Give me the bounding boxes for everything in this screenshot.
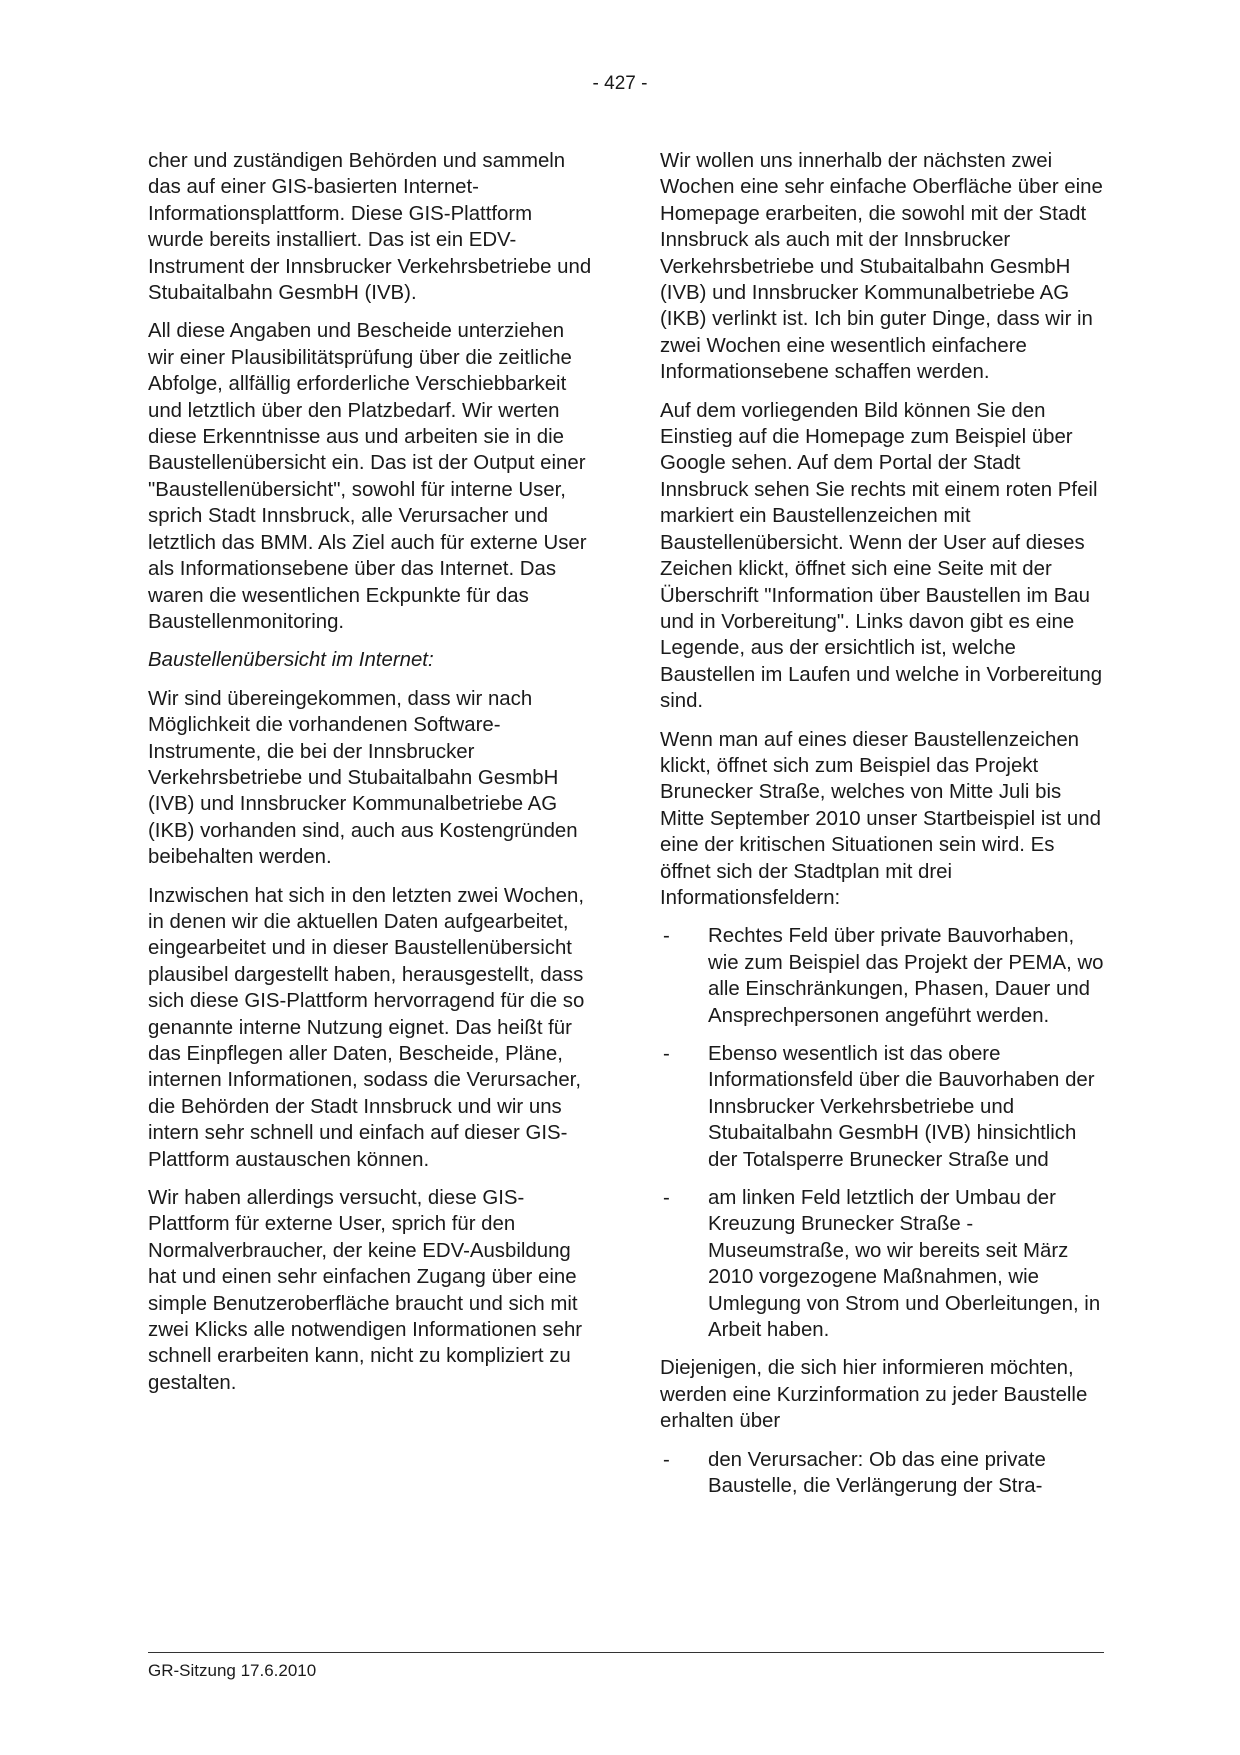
bullet-list [660, 923, 1105, 1343]
right-column [660, 148, 1105, 1512]
paragraph: cher und zuständigen Behörden und sammeln das auf einer GIS-basierten Internet-Informationsplattform. Diese GIS-Plattform wurde bereits installiert. Das ist ein EDV-Instrument der Innsbrucker Verkehrsbetriebe und Stubaitalbahn GesmbH (IVB). [148, 150, 592, 305]
left-column [148, 148, 593, 1408]
list-item [660, 1447, 1105, 1500]
footer-divider [148, 1652, 1104, 1653]
list-item-text: den Verursacher: Ob das eine private Baustelle, die Verlängerung der Stra- [708, 1448, 1046, 1498]
list-item-text: Rechtes Feld über private Bauvorhaben, wie zum Beispiel das Projekt der PEMA, wo alle Einschränkungen, Phasen, Dauer und Ansprechpersonen angeführt werden. [708, 925, 1104, 1027]
paragraph: Auf dem vorliegenden Bild können Sie den Einstieg auf die Homepage zum Beispiel über Google sehen. Auf dem Portal der Stadt Innsbruck sehen Sie rechts mit einem roten Pfeil markiert ein Baustellenzeichen mit Baustellenübersicht. Wenn der User auf dieses Zeichen klickt, öffnet sich eine Seite mit der Überschrift "Information über Baustellen im Bau und in Vorbereitung". Links davon gibt es eine Legende, aus der ersichtlich ist, welche Baustellen im Laufen und welche in Vorbereitung sind. [660, 399, 1103, 713]
list-item-text: am linken Feld letztlich der Umbau der Kreuzung Brunecker Straße - Museumstraße, wo wir bereits seit März 2010 vorgezogene Maßnahmen, wie Umlegung von Strom und Oberleitungen, in Arbeit haben. [708, 1187, 1101, 1342]
list-item [660, 1041, 1105, 1173]
paragraph: Diejenigen, die sich hier informieren möchten, werden eine Kurzinformation zu jeder Baustelle erhalten über [660, 1357, 1088, 1433]
bullet-dash: - [663, 1043, 670, 1065]
bullet-dash: - [663, 1448, 670, 1471]
bullet-dash: - [663, 1187, 670, 1210]
list-item [660, 923, 1105, 1029]
paragraph: Wenn man auf eines dieser Baustellenzeichen klickt, öffnet sich zum Beispiel das Projekt Brunecker Straße, welches von Mitte Juli bis Mitte September 2010 unser Startbeispiel ist und eine der kritischen Situationen sein wird. Es öffnet sich der Stadtplan mit drei Informationsfeldern: [660, 728, 1101, 909]
paragraph: Wir wollen uns innerhalb der nächsten zwei Wochen eine sehr einfache Oberfläche über eine Homepage erarbeiten, die sowohl mit der Stadt Innsbruck als auch mit der Innsbrucker Verkehrsbetriebe und Stubaitalbahn GesmbH (IVB) und Innsbrucker Kommunalbetriebe AG (IKB) verlinkt ist. Ich bin guter Dinge, dass wir in zwei Wochen eine wesentlich einfachere Informationsebene schaffen werden. [660, 150, 1103, 384]
footer-text: GR-Sitzung 17.6.2010 [148, 1661, 317, 1680]
page-number: - 427 - [592, 73, 648, 94]
list-item [660, 1185, 1105, 1343]
bullet-list [660, 1447, 1105, 1500]
section-heading: Baustellenübersicht im Internet: [148, 649, 434, 672]
paragraph: Wir haben allerdings versucht, diese GIS-Plattform für externe User, sprich für den Normalverbraucher, der keine EDV-Ausbildung hat und einen sehr einfachen Zugang über eine simple Benutzeroberfläche braucht und sich mit zwei Klicks alle notwendigen Informationen sehr schnell erarbeiten kann, nicht zu kompliziert zu gestalten. [148, 1187, 583, 1394]
list-item-text: Ebenso wesentlich ist das obere Informationsfeld über die Bauvorhaben der Innsbrucker Verkehrsbetriebe und Stubaitalbahn GesmbH (IVB) hinsichtlich der Totalsperre Brunecker Straße und [708, 1043, 1095, 1171]
paragraph: Wir sind übereingekommen, dass wir nach Möglichkeit die vorhandenen Software-Instrumente, die bei der Innsbrucker Verkehrsbetriebe und Stubaitalbahn GesmbH (IVB) und Innsbrucker Kommunalbetriebe AG (IKB) vorhanden sind, auch aus Kostengründen beibehalten werden. [148, 687, 578, 869]
paragraph: All diese Angaben und Bescheide unterziehen wir einer Plausibilitätsprüfung über die zeitliche Abfolge, allfällig erforderliche Verschiebbarkeit und letztlich über den Platzbedarf. Wir werten diese Erkenntnisse aus und arbeiten sie in die Baustellenübersicht ein. Das ist der Output einer "Baustellenübersicht", sowohl für interne User, sprich Stadt Innsbruck, alle Verursacher und letztlich das BMM. Als Ziel auch für externe User als Informationsebene über das Internet. Das waren die wesentlichen Eckpunkte für das Baustellenmonitoring. [148, 320, 587, 633]
bullet-dash: - [663, 925, 670, 948]
paragraph: Inzwischen hat sich in den letzten zwei Wochen, in denen wir die aktuellen Daten aufgearbeitet, eingearbeitet und in dieser Baustellenübersicht plausibel dargestellt haben, herausgestellt, dass sich diese GIS-Plattform hervorragend für die so genannte interne Nutzung eignet. Das heißt für das Einpflegen aller Daten, Bescheide, Pläne, internen Informationen, sodass die Verursacher, die Behörden der Stadt Innsbruck und wir uns intern sehr schnell und einfach auf dieser GIS-Plattform austauschen können. [148, 884, 585, 1171]
